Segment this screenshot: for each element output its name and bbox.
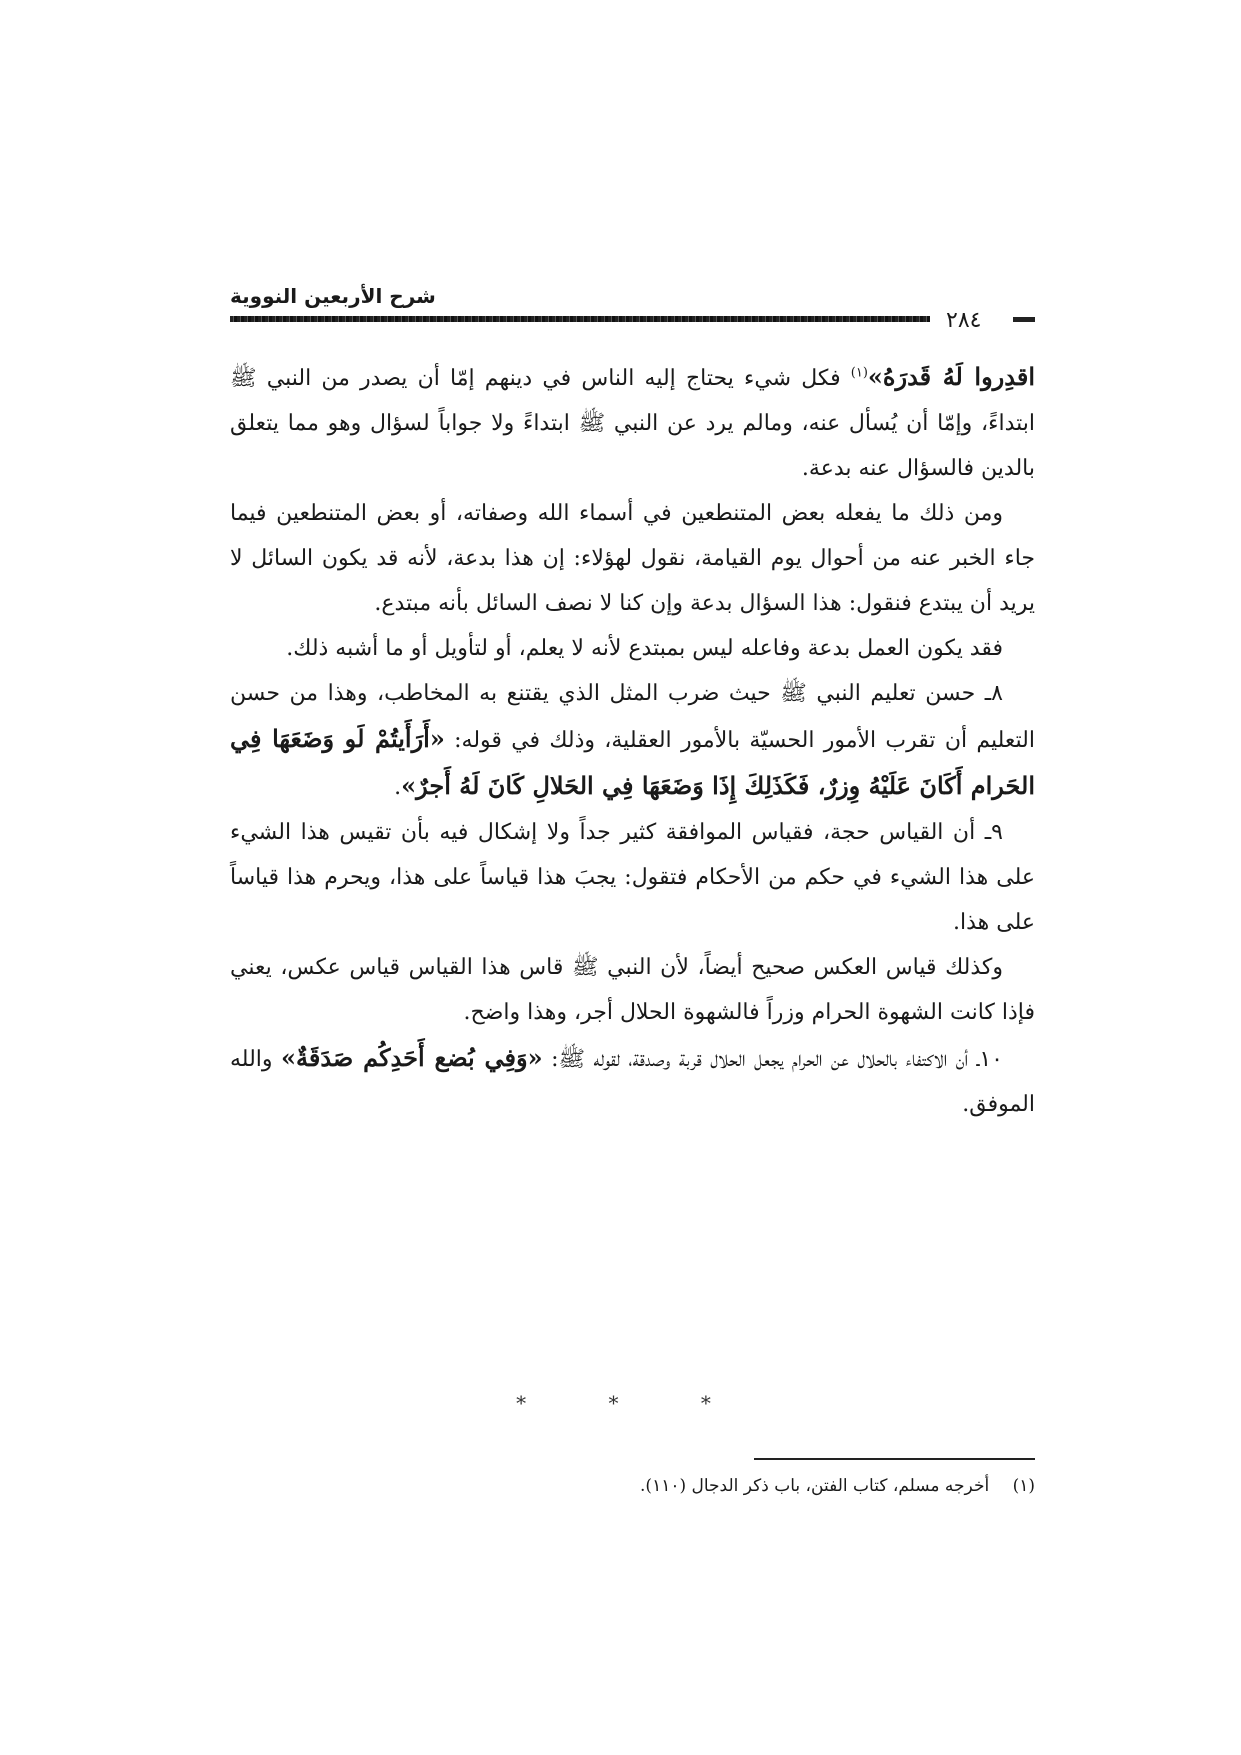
paragraph-text: ٨ـ حسن تعليم النبي ﷺ حيث ضرب المثل الذي يقتنع به المخاطب، وهذا من حسن التعليم أن تقرب الأمور الحسيّة بالأمور العقلية، وذلك في قوله:: [230, 681, 1035, 753]
hadith-fragment: اقدِروا لَهُ قَدرَهُ»: [867, 362, 1035, 391]
paragraph-1: [230, 354, 1035, 491]
body-text: [230, 354, 1035, 1127]
paragraph-3: فقد يكون العمل بدعة وفاعله ليس بمبتدع لأنه لا يعلم، أو لتأويل أو ما أشبه ذلك.: [286, 636, 1003, 661]
paragraph-point-10: [230, 1035, 1035, 1127]
header-rule: [230, 316, 930, 322]
footnote: [230, 1472, 1035, 1500]
paragraph-text: ١٠ـ أن الاكتفاء بالحلال عن الحرام يجعل الحلال قربة وصدقة، لقوله ﷺ:: [542, 1047, 1003, 1072]
paragraph-text: .: [394, 775, 402, 800]
header-rule-end: [1013, 317, 1035, 322]
paragraph-text: فكل شيء يحتاج إليه الناس في دينهم إمّا أن يصدر من النبي ﷺ ابتداءً، وإمّا أن يُسأل عنه، ومالم يرد عن النبي ﷺ ابتداءً ولا جواباً لسؤال وهو مما يتعلق بالدين فالسؤال عنه بدعة.: [230, 366, 1035, 481]
footnote-text: أخرجه مسلم، كتاب الفتن، باب ذكر الدجال (١١٠).: [640, 1476, 990, 1496]
page-number: ٢٨٤: [946, 308, 982, 333]
running-title: شرح الأربعين النووية: [230, 284, 436, 308]
hadith-quote: «وَفِي بُضع أَحَدِكُم صَدَقَةٌ»: [280, 1043, 543, 1072]
footnote-number: (١): [1012, 1476, 1035, 1496]
paragraph-point-9: ٩ـ أن القياس حجة، فقياس الموافقة كثير جداً ولا إشكال فيه بأن تقيس هذا الشيء على هذا الشيء في حكم من الأحكام فتقول: يجبَ هذا قياساً على هذا، ويحرم هذا قياساً على هذا.: [230, 820, 1035, 935]
page-header: [230, 284, 1035, 333]
footnote-divider: [754, 1458, 1035, 1460]
paragraph-text: والله الموفق.: [230, 1047, 1035, 1117]
footnote-reference: (١): [850, 365, 868, 381]
paragraph-point-8: [230, 671, 1035, 810]
paragraph-2: ومن ذلك ما يفعله بعض المتنطعين في أسماء الله وصفاته، أو بعض المتنطعين فيما جاء الخبر عنه من أحوال يوم القيامة، نقول لهؤلاء: إن هذا بدعة، لأنه قد يكون السائل لا يريد أن يبتدع فنقول: هذا السؤال بدعة وإن كنا لا نصف السائل بأنه مبتدع.: [230, 501, 1035, 616]
section-separator-stars: * * *: [516, 1391, 749, 1415]
paragraph-6: وكذلك قياس العكس صحيح أيضاً، لأن النبي ﷺ قاس هذا القياس قياس عكس، يعني فإذا كانت الشهوة الحرام وزراً فالشهوة الحلال أجر، وهذا واضح.: [230, 955, 1035, 1025]
hadith-quote: «أَرَأَيتُمْ لَو وَضَعَهَا فِي الحَرام أَكَانَ عَلَيْهُ وِزرٌ، فَكَذَلِكَ إِذَا وَضَعَهَا فِي الحَلالِ كَانَ لَهُ أَجرٌ»: [230, 724, 1035, 800]
